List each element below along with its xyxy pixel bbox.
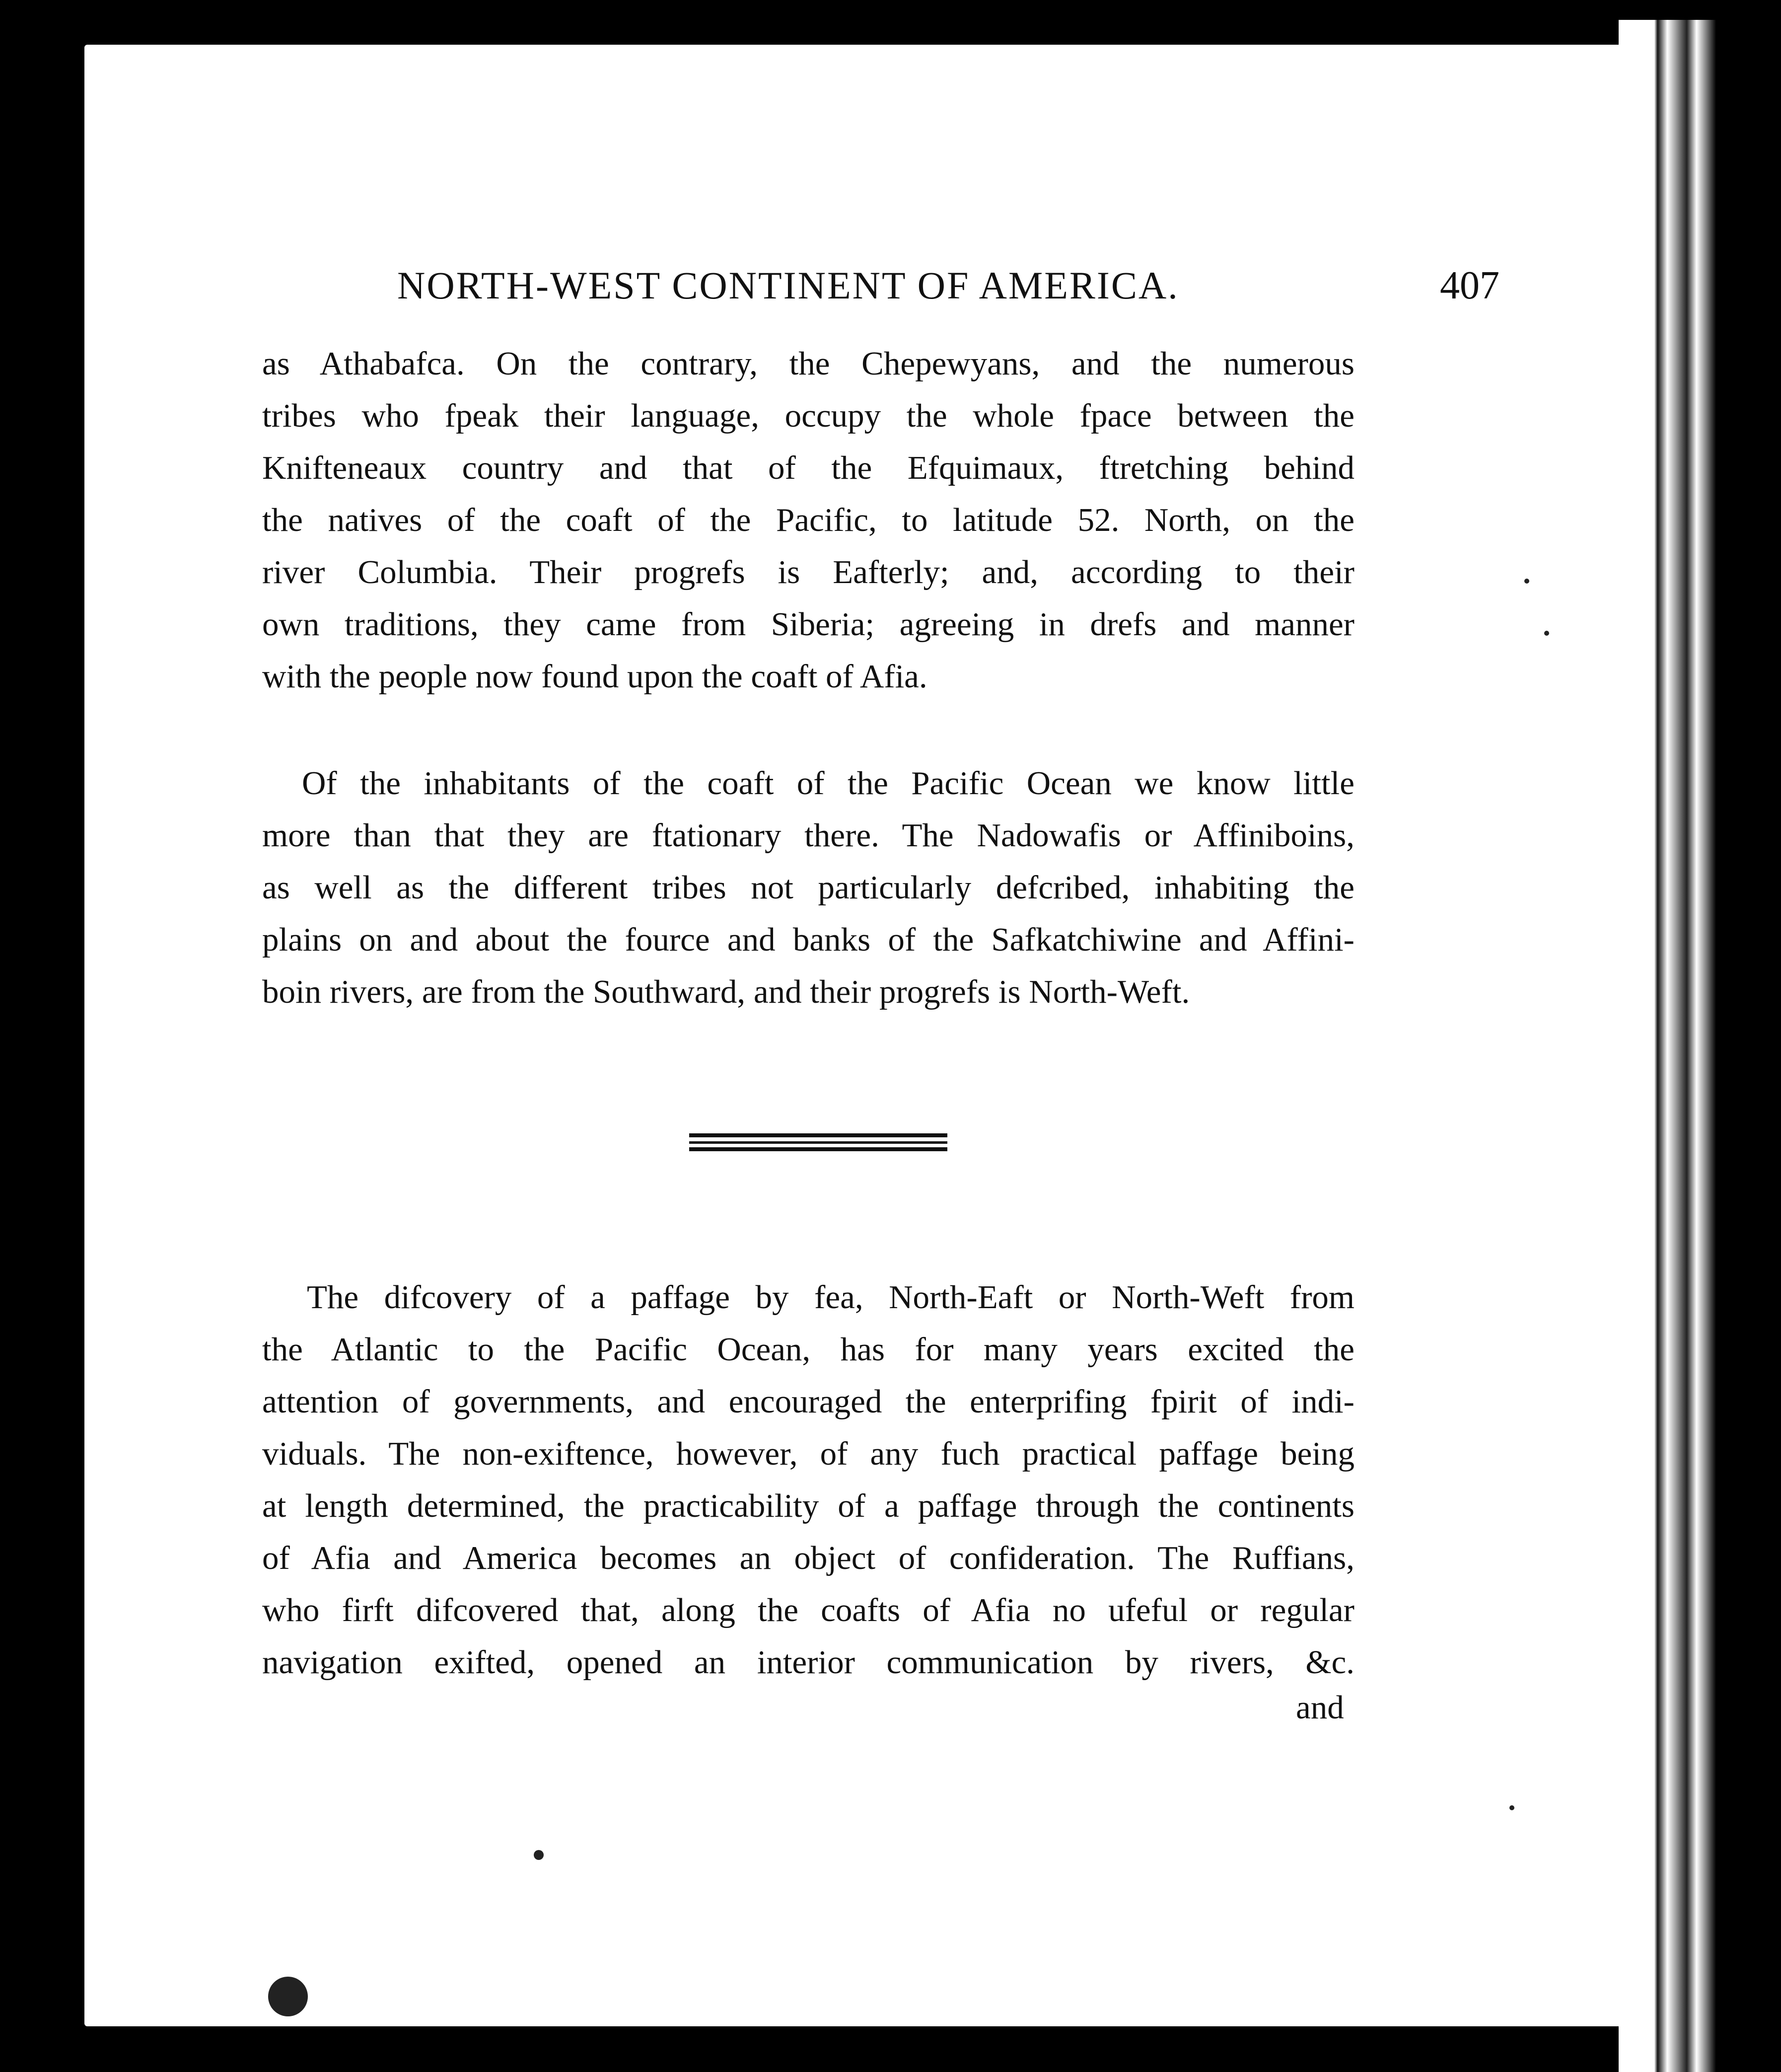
ink-speck: [534, 1850, 544, 1860]
text-line: Knifteneaux country and that of the Efquimaux, ftretching behind: [262, 449, 1354, 486]
text-line: at length determined, the practicability of a paffage through the continents: [262, 1487, 1354, 1524]
paragraph-2: [262, 757, 1354, 1018]
text-line: who firft difcovered that, along the coafts of Afia no ufeful or regular: [262, 1592, 1354, 1628]
section-divider-rule: [689, 1147, 947, 1151]
text-line: attention of governments, and encouraged the enterprifing fpirit of indi-: [262, 1383, 1354, 1420]
text-line: with the people now found upon the coaft of Afia.: [262, 658, 927, 695]
text-line: navigation exifted, opened an interior communication by rivers, &c.: [262, 1644, 1354, 1681]
text-line: the Atlantic to the Pacific Ocean, has for many years excited the: [262, 1331, 1354, 1368]
running-head: NORTH-WEST CONTINENT OF AMERICA.: [397, 264, 1179, 307]
text-line: plains on and about the fource and banks of the Safkatchiwine and Affini-: [262, 921, 1354, 958]
page-number: 407: [1440, 264, 1499, 307]
text-line: boin rivers, are from the Southward, and their progrefs is North-Weft.: [262, 973, 1190, 1010]
paragraph-3: [262, 1271, 1354, 1689]
text-line: more than that they are ftationary there. The Nadowafis or Affiniboins,: [262, 817, 1354, 854]
section-divider-rule: [689, 1141, 947, 1144]
text-line: river Columbia. Their progrefs is Eafterly; and, according to their: [262, 554, 1354, 591]
section-divider-rule: [689, 1133, 947, 1137]
paragraph-1: [262, 338, 1354, 703]
text-line: of Afia and America becomes an object of confideration. The Ruffians,: [262, 1540, 1354, 1576]
scan-left-border: [0, 0, 84, 2072]
catchword: and: [1296, 1689, 1344, 1726]
text-line: as Athabafca. On the contrary, the Chepewyans, and the numerous: [262, 345, 1354, 382]
text-line: viduals. The non-exiftence, however, of any fuch practical paffage being: [262, 1435, 1354, 1472]
text-line: the natives of the coaft of the Pacific, to latitude 52. North, on the: [262, 502, 1354, 538]
scan-right-edge: [1619, 20, 1781, 2072]
text-line: as well as the different tribes not particularly defcribed, inhabiting the: [262, 869, 1354, 906]
text-line: own traditions, they came from Siberia; agreeing in drefs and manner: [262, 606, 1354, 643]
ink-speck: [268, 1977, 308, 2016]
text-line: Of the inhabitants of the coaft of the Pacific Ocean we know little: [302, 765, 1354, 802]
text-line: tribes who fpeak their language, occupy the whole fpace between the: [262, 397, 1354, 434]
ink-speck: [1524, 579, 1529, 584]
ink-speck: [1509, 1805, 1514, 1810]
ink-speck: [1544, 631, 1549, 636]
text-line: The difcovery of a paffage by fea, North-Eaft or North-Weft from: [307, 1279, 1354, 1316]
